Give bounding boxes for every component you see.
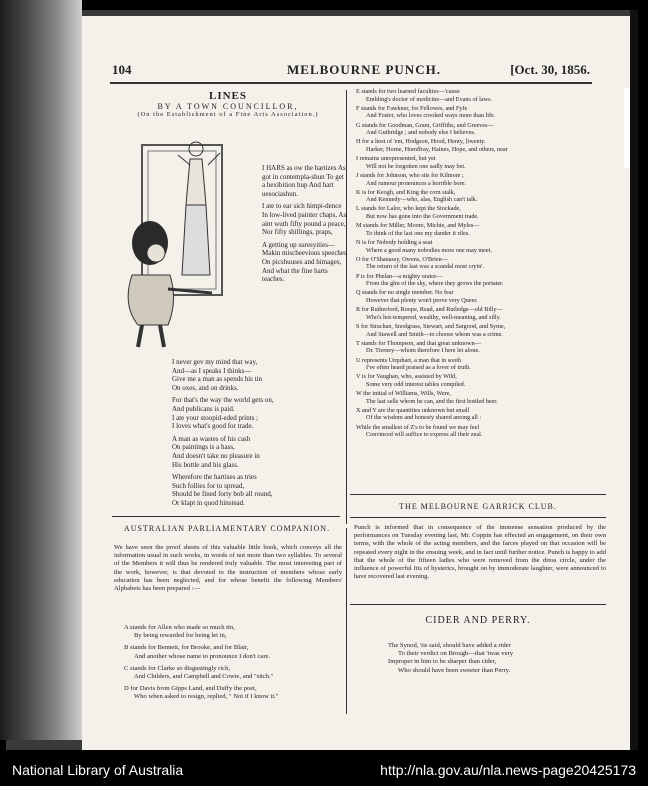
alphabet-line: Of the wisdom and honesty shared among all : [366,414,482,422]
side-stanza-1: I HARS as ow the hartizes As got in contempla-shun To get a hexibition hup And hart uesociashun. [262,164,346,198]
stanza-line: On oxes, and on drinks. [172,383,239,392]
stanza-1 [172,358,322,392]
stanza-line: A man as wastes of his cash [172,434,251,443]
alphabet-line: Where a good many nobodies more one may meet. [366,246,492,254]
cider-line: The Synod, 'tis said, should have added a rider [388,642,511,649]
column-divider-lower [346,528,347,714]
alphabet-entry [356,122,606,137]
lines-title: LINES [208,90,248,102]
alphabet-line: R for Rutherford, Roope, Read, and Rutledge—old Billy— [356,306,503,314]
alphabet-line: And Childers, and Campbell and Cowie, and "sitch." [134,673,274,681]
alphabet-line: Convinced will suffice to express all their zeal. [366,431,483,439]
alphabet-line: However that plenty won't prove very Queer. [366,296,478,304]
header-rule [110,82,592,84]
alphabet-entry [356,390,606,405]
companion-title: AUSTRALIAN PARLIAMENTARY COMPANION. [123,524,331,533]
councillor-illustration [112,125,232,353]
side-stanza-3: A getting up suresyities— Makin mischeevious speeches On picshuuses and himages, And what the fine harts teaches. [262,240,347,284]
stanza-line: Such follies for to spread, [172,481,245,490]
page-header [112,60,590,82]
alphabet-entry [356,105,606,120]
alphabet-line: Harker, Horne, Humffray, Haines, Hope, and others, near [366,145,508,153]
alphabet-entry [356,138,606,153]
alphabet-entry [356,273,606,288]
column-divider [346,90,347,524]
alphabet-line: Who's hot-tempered, wealthy, well-meaning, and silly. [366,313,501,321]
stanza-line: Or klapt in quod hinstead. [172,498,245,507]
cider-line: Improper in him to be sharper than cider, [388,658,497,666]
alphabet-line: W the initial of Williams, Wills, Were, [356,390,451,398]
alphabet-entry [356,323,606,338]
section-rule-left [112,516,340,517]
stanza-line: On paintings is a hass, [172,443,235,452]
companion-paragraph: We have seen the proof sheets of this valuable little book, which conveys all the information usual in such works, in words of not more than two syllables. To several of the Members it will thus be rendered truly valuable. The most interesting part of the work, however, is that devoted to the instruction of members whose early education has been neglected, and for whose benefit the following Members' Alphabets has been prepared :— [114,544,342,593]
alphabet-entry [356,373,606,388]
alphabet-line: Embling's doctor of medicine—and Evans of laws. [366,95,493,103]
alphabet-line: N is for Nobody holding a seat [356,239,433,247]
lines-subtitle: (On the Establishment of a Fine Arts Association.) [137,111,319,118]
alphabet-line: L stands for Lalor, who kept the Stockade, [356,205,461,213]
alphabet-line: A stands for Allen who made so much tin, [124,624,235,631]
alphabet-line: Will not be forgotten one sadly may bet. [366,162,466,170]
members-alphabet-list [356,88,606,440]
alphabet-line: G stands for Goodman, Grant, Griffiths, and Greeves— [356,121,494,129]
alphabet-item-d [124,685,344,701]
garrick-title: THE MELBOURNE GARRICK CLUB. [399,502,557,511]
footer-url[interactable]: http://nla.gov.au/nla.news-page20425173 [380,762,636,778]
alphabet-line: E stands for two learned faculties—'cause [356,88,460,95]
alphabet-line: And Kennedy—who, alas, English can't talk. [366,196,478,204]
stanza-line: I loves what's good for trade. [172,422,254,431]
stanza-line: For that's the way the world gets on, [172,396,274,405]
alphabet-line: Dr. Tierney—whom therefore I here let alone. [366,347,480,355]
alphabet-line: But now has gone into the Government trade. [366,213,479,221]
cider-poem [388,642,602,675]
stanza-line: I ate your stoopid-eded prints ; [172,413,259,422]
garrick-paragraph: Punch is informed that in consequence of the immense sensation produced by the performances on Tuesday evening last, Mr. Coppin has effected an engagement, on their own terms, with the whole of the acting members, and the farces played on that occasion will be repeated every night in the ensuing week, and in fact until further notice. Punch is happy to add that the whole of the fifteen ladies who were removed from the dress circle, under the influence of powerful fits of hysterics, brought on by immoderate laughter, were announced to have recovered last evening. [354,524,606,581]
alphabet-line: J stands for Johnson, who sits for Kilmore ; [356,171,464,179]
section-rule-right-3 [350,604,606,605]
alphabet-line: And Foster, who loves crooked ways more than life. [366,112,496,120]
alphabet-item-b [124,644,344,660]
alphabet-line: X and Y are the quantities unknown but small [356,406,470,414]
alphabet-line: From the glm of the sky, where they grows the portater. [366,280,504,288]
cider-line: To their verdict on Brough—that 'twas very [398,650,513,658]
alphabet-entry [356,289,606,304]
issue-date: [Oct. 30, 1856. [510,62,590,77]
alphabet-line: S for Strachan, Snodgrass, Stewart, and Sargood, and Syme, [356,322,506,330]
alphabet-entry [356,424,606,439]
alphabet-line: Who when asked to resign, replied, " Not if I know it." [134,693,279,701]
page-edge [630,10,638,750]
stanza-line: And—as I speaks I thinks— [172,366,252,375]
alphabet-line: D for Davis from Gipps Land, and Duffy the poet, [124,685,257,693]
stanza-line: His bottle and his glass. [172,460,239,469]
alphabet-entry [356,407,606,422]
page-edge-strip [624,88,630,168]
alphabet-line: M stands for Miller, Moore, Michie, and Myles— [356,222,480,230]
alphabet-entry [356,222,606,237]
section-rule-right-2 [350,517,606,518]
cider-title: CIDER AND PERRY. [425,615,531,626]
alphabet-item-a [124,624,344,640]
alphabet-line: While the smallest of Z's to be found we may feel [356,423,480,431]
stanza-line: I never gev my mind that way, [172,358,258,366]
masthead-title: MELBOURNE PUNCH. [287,62,441,77]
alphabet-line: And Stawell and Smith—to choose whom was a crime. [366,330,503,338]
lines-main-stanzas [172,358,322,512]
stanza-line: Wherefore the hartises as tries [172,473,257,482]
alphabet-line: P is for Phelan—a mighty orator— [356,272,443,280]
alphabet-entry [356,88,606,103]
stanza-3 [172,435,322,469]
stanza-line: And doesn't take no pleasure in [172,451,260,460]
alphabet-entry [356,357,606,372]
alphabet-line: And another whose name to pronounce I don't care. [134,652,271,660]
companion-alphabet [124,624,344,702]
footer-library-name: National Library of Australia [12,762,184,778]
alphabet-line: C stands for Clarke so disgustingly rich, [124,664,231,672]
alphabet-entry [356,340,606,355]
alphabet-line: H for a host of 'em, Hodgson, Hood, Henty, [twenty. [356,138,486,146]
alphabet-entry [356,256,606,271]
stanza-4 [172,473,322,507]
alphabet-entry [356,155,606,170]
alphabet-entry [356,205,606,220]
alphabet-line: To think of the last one my dander it riles. [366,229,470,237]
alphabet-line: I remains unrepresented, but yet [356,155,436,163]
stanza-line: And publicans is paid. [172,404,235,413]
alphabet-line: The last sells whom he can, and the first bottled beer. [366,397,498,405]
alphabet-line: O for O'Shanassy, Owens, O'Brien— [356,255,448,263]
alphabet-entry [356,239,606,254]
page-number: 104 [112,62,132,77]
alphabet-line: T stands for Thompson, and that great unknown— [356,339,481,347]
alphabet-line: K is for Keogh, and King the corn stalk, [356,188,456,196]
alphabet-entry [356,172,606,187]
book-spine [0,0,82,740]
lines-heading [112,90,344,118]
alphabet-line: V is for Vaughan, who, assisted by Wild, [356,373,457,381]
side-stanza-2: I ate to ear sich himpi-dence In low-lived painter chaps, As aint wuth fifty pound a peace, Nor fifty shillings, praps, [262,202,347,237]
alphabet-entry [356,306,606,321]
alphabet-line: The return of the last was a scandal most cryin'. [366,263,484,271]
alphabet-line: F stands for Fawkner, for Fellowes, and Fyfe [356,104,468,112]
section-rule-right [350,494,606,495]
alphabet-line: And rumour pronounces a horrible bore. [366,179,467,187]
stanza-line: Should be fined forty bob all round, [172,490,273,499]
alphabet-line: By being rewarded for being let in, [134,632,227,640]
alphabet-item-c [124,665,344,681]
alphabet-line: Q stands for no single member. No fear [356,289,454,297]
lines-side-stanzas [262,164,347,288]
alphabet-line: I've often heard praised as a lover of truth. [366,364,471,372]
archive-footer [0,752,648,786]
alphabet-line: And Guthridge ; and nobody else I believes. [366,129,476,137]
alphabet-line: Some very odd interest tables compiled. [366,380,466,388]
stanza-line: Give me a man as spends his tin [172,375,263,384]
alphabet-line: U represents Urquhart, a man that in sooth [356,356,462,364]
alphabet-line: B stands for Bennett, for Brooke, and for Blair, [124,644,249,652]
alphabet-entry [356,189,606,204]
stanza-2 [172,396,322,430]
cider-line: Who should have been sweeter than Perry. [398,666,511,674]
lines-byline: BY A TOWN COUNCILLOR, [157,102,299,111]
